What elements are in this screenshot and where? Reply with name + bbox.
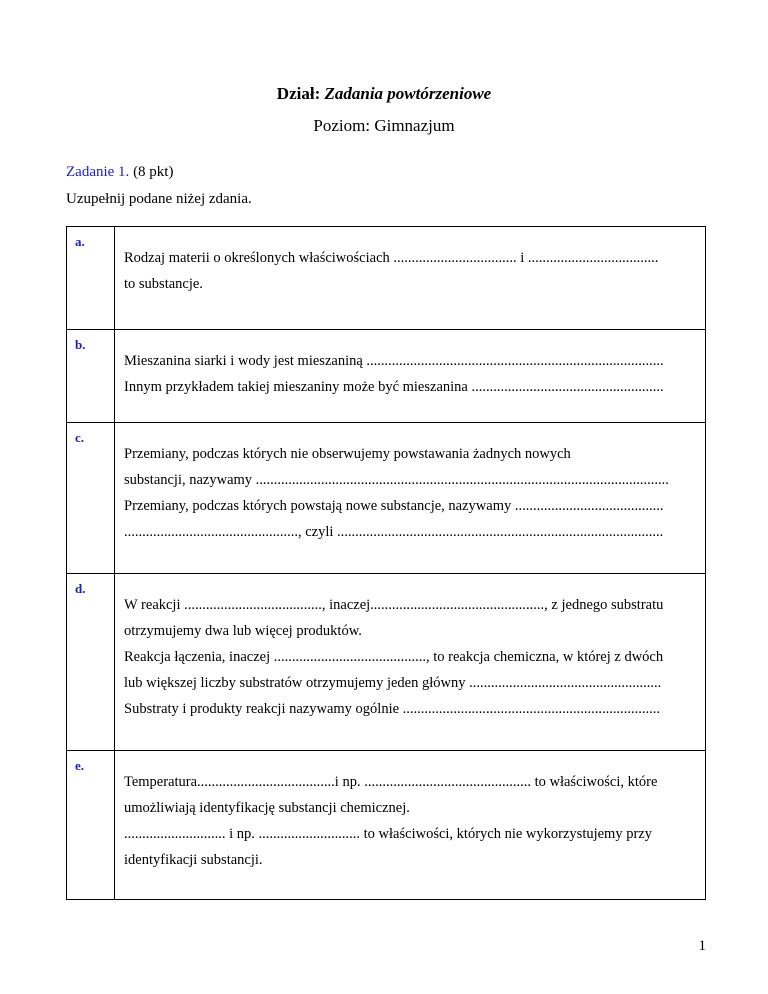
fill-line: Mieszanina siarki i wody jest mieszaniną .................................................................................. [124,353,664,369]
fill-line: W reakcji ......................................, inaczej................................................, z jednego substratu [124,597,664,613]
table-row [67,574,706,751]
fill-line: ............................ i np. ............................ to właściwości, których nie wykorzystujemy przy [124,826,652,842]
row-label: e. [67,751,115,900]
row-content [115,227,706,330]
row-label: d. [67,574,115,751]
exercise-table [66,226,706,900]
fill-line: Substraty i produkty reakcji nazywamy ogólnie ....................................................................... [124,701,661,717]
fill-line: Innym przykładem takiej mieszaniny może być mieszanina ..................................................... [124,379,664,395]
document-title [0,84,768,104]
fill-line: to substancje. [124,276,203,292]
task-points: (8 pkt) [133,164,174,180]
task-heading [66,164,173,181]
fill-line: Przemiany, podczas których nie obserwujemy powstawania żadnych nowych [124,446,571,462]
table-row [67,423,706,574]
fill-line: identyfikacji substancji. [124,852,263,868]
fill-line: Rodzaj materii o określonych właściwościach .................................. i .................................... [124,250,659,266]
fill-line: Przemiany, podczas których powstają nowe substancje, nazywamy ......................................... [124,498,664,514]
page-number: 1 [698,938,706,954]
level-line: Poziom: Gimnazjum [313,116,455,135]
row-label: c. [67,423,115,574]
title-prefix: Dział: [276,84,321,103]
row-label: a. [67,227,115,330]
task-label: Zadanie 1. [66,164,130,180]
row-content [115,330,706,423]
row-content [115,423,706,574]
task-instruction: Uzupełnij podane niżej zdania. [66,191,252,207]
table-row [67,227,706,330]
fill-line: ................................................, czyli .......................................................................................... [124,524,664,540]
table-row [67,330,706,423]
table-row [67,751,706,900]
fill-line: otrzymujemy dwa lub więcej produktów. [124,623,362,639]
fill-line: substancji, nazywamy .................................................................................................................. [124,472,669,488]
fill-line: Temperatura......................................i np. .............................................. to właściwości, które [124,774,658,790]
fill-line: lub większej liczby substratów otrzymujemy jeden główny ..................................................... [124,675,662,691]
fill-line: Reakcja łączenia, inaczej .........................................., to reakcja chemiczna, w której z dwóch [124,649,664,665]
fill-line: umożliwiają identyfikację substancji chemicznej. [124,800,410,816]
row-content [115,751,706,900]
row-content [115,574,706,751]
title-subject: Zadania powtórzeniowe [324,84,492,103]
row-label: b. [67,330,115,423]
